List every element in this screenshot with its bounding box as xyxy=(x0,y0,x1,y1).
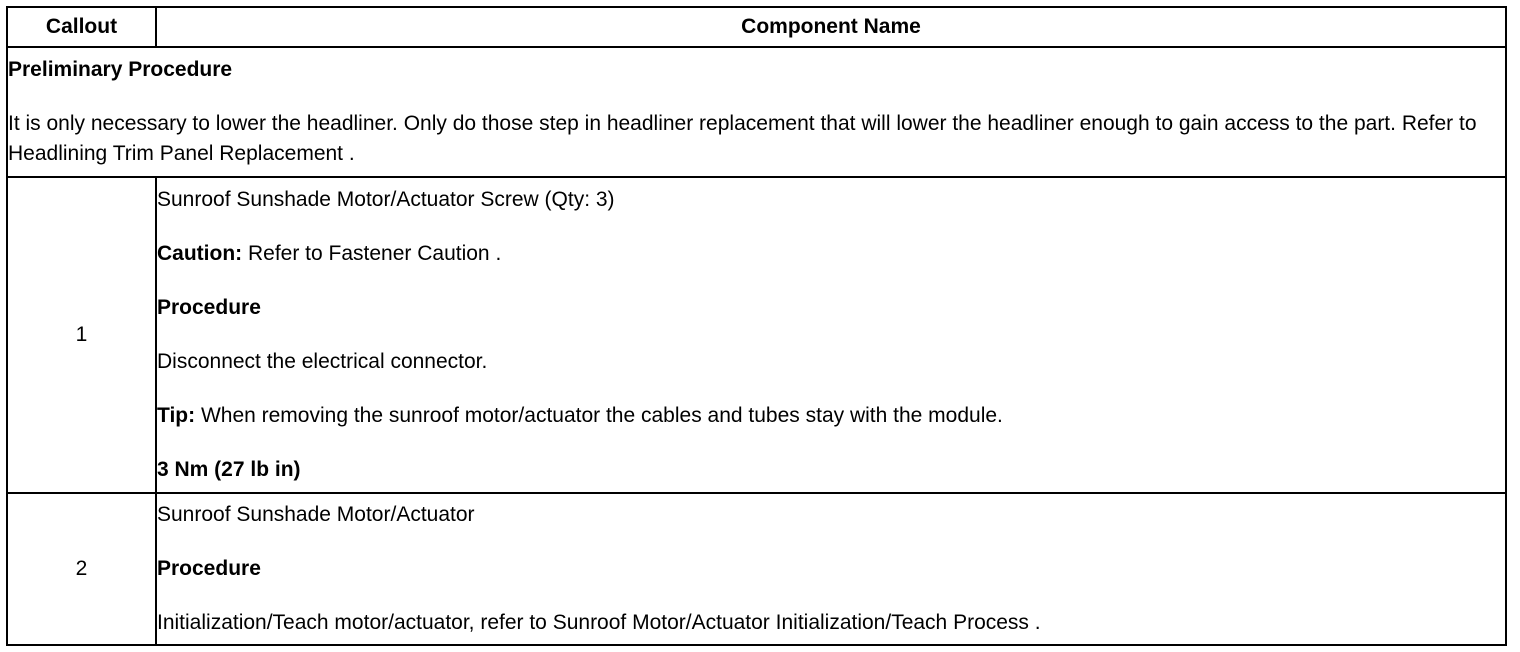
procedure-label: Procedure xyxy=(157,296,261,319)
callout-number: 2 xyxy=(7,493,156,645)
component-description xyxy=(156,493,1506,645)
caution-line xyxy=(157,239,1505,269)
tip-line xyxy=(157,401,1505,431)
component-name: Sunroof Sunshade Motor/Actuator xyxy=(157,503,475,526)
table-row xyxy=(7,493,1506,645)
tip-label: Tip: xyxy=(157,404,196,427)
procedure-table xyxy=(6,6,1507,646)
procedure-step: Initialization/Teach motor/actuator, refer to Sunroof Motor/Actuator Initialization/Teach Process . xyxy=(157,611,1041,634)
header-row xyxy=(7,7,1506,47)
preliminary-title: Preliminary Procedure xyxy=(8,58,233,81)
torque-spec: 3 Nm (27 lb in) xyxy=(157,458,301,481)
callout-header: Callout xyxy=(7,7,156,47)
component-description xyxy=(156,177,1506,493)
tip-text: When removing the sunroof motor/actuator the cables and tubes stay with the module. xyxy=(195,404,1003,427)
preliminary-cell xyxy=(7,47,1506,177)
procedure-step: Disconnect the electrical connector. xyxy=(157,350,488,373)
component-name: Sunroof Sunshade Motor/Actuator Screw (Qty: 3) xyxy=(157,188,615,211)
table-row xyxy=(7,177,1506,493)
procedure-label: Procedure xyxy=(157,557,261,580)
caution-text: Refer to Fastener Caution . xyxy=(242,242,502,265)
preliminary-text: It is only necessary to lower the headliner. Only do those step in headliner replacement that will lower the headliner enough to gain access to the part. Refer to Headlining Trim Panel Replacement . xyxy=(8,112,1477,165)
callout-number: 1 xyxy=(7,177,156,493)
component-name-header: Component Name xyxy=(156,7,1506,47)
preliminary-row xyxy=(7,47,1506,177)
caution-label: Caution: xyxy=(157,242,243,265)
